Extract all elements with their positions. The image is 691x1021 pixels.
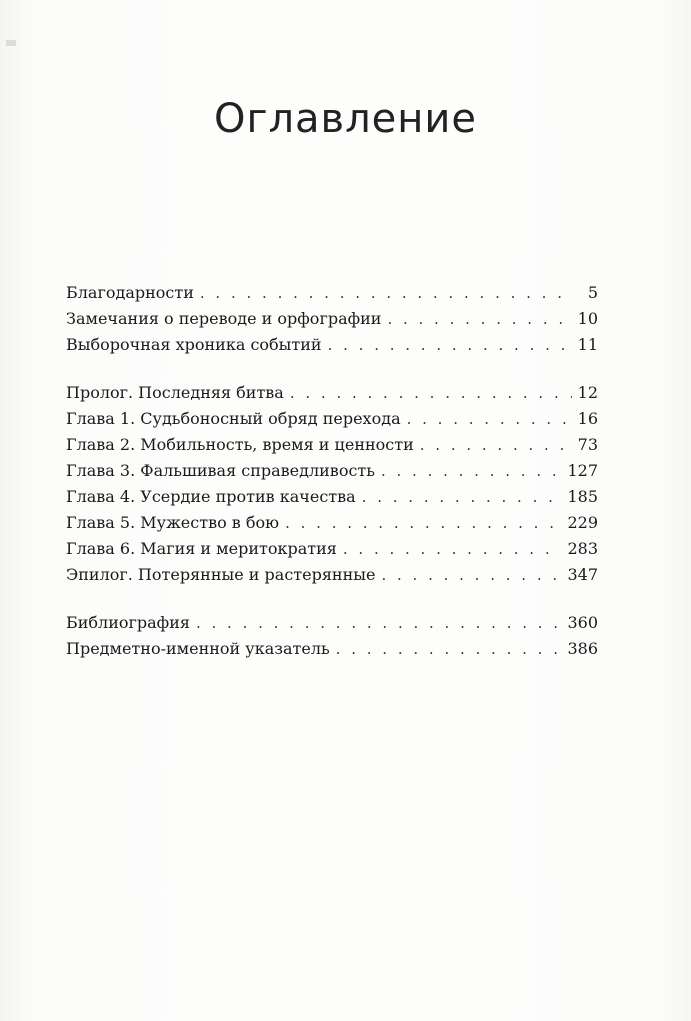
toc-entry-page: 347: [567, 565, 598, 584]
toc-entry-label: Выборочная хроника событий: [66, 335, 322, 354]
toc-entry-page: 5: [587, 283, 598, 302]
toc-entry-page: 11: [577, 335, 598, 354]
dot-leader: [336, 636, 562, 662]
toc-entry-label: Глава 2. Мобильность, время и ценности: [66, 435, 414, 454]
toc-entry[interactable]: [66, 406, 598, 432]
dot-leader: [285, 510, 561, 536]
toc-entry-page: 10: [577, 309, 598, 328]
toc-entry-label: Эпилог. Потерянные и растерянные: [66, 565, 376, 584]
dot-leader: [196, 610, 561, 636]
toc-entry-label: Глава 6. Магия и меритократия: [66, 539, 337, 558]
toc-entry-page: 283: [567, 539, 598, 558]
toc-entry[interactable]: [66, 510, 598, 536]
toc-entry-page: 73: [577, 435, 598, 454]
toc-entry-page: 185: [567, 487, 598, 506]
toc-entry-page: 16: [577, 409, 598, 428]
toc-entry[interactable]: [66, 332, 598, 358]
toc-entry-label: Глава 4. Усердие против качества: [66, 487, 356, 506]
toc-entry-label: Пролог. Последняя битва: [66, 383, 284, 402]
dot-leader: [387, 306, 571, 332]
toc-entry-page: 360: [567, 613, 598, 632]
toc-entry[interactable]: [66, 280, 598, 306]
table-of-contents: [66, 280, 598, 684]
dot-leader: [381, 458, 561, 484]
toc-entry-page: 12: [577, 383, 598, 402]
toc-entry[interactable]: [66, 458, 598, 484]
toc-entry-label: Библиография: [66, 613, 190, 632]
toc-entry[interactable]: [66, 636, 598, 662]
dot-leader: [362, 484, 562, 510]
toc-entry[interactable]: [66, 610, 598, 636]
toc-entry-label: Предметно-именной указатель: [66, 639, 330, 658]
dot-leader: [200, 280, 572, 306]
toc-entry[interactable]: [66, 536, 598, 562]
toc-entry[interactable]: [66, 380, 598, 406]
toc-entry-label: Замечания о переводе и орфографии: [66, 309, 382, 328]
toc-entry-label: Глава 5. Мужество в бою: [66, 513, 280, 532]
dot-leader: [381, 562, 561, 588]
toc-entry-label: Глава 1. Судьбоносный обряд перехода: [66, 409, 401, 428]
toc-entry[interactable]: [66, 432, 598, 458]
dot-leader: [420, 432, 572, 458]
dot-leader: [290, 380, 572, 406]
toc-entry-page: 229: [567, 513, 598, 532]
toc-entry-page: 127: [567, 461, 598, 480]
page-edge-mark: [6, 40, 16, 46]
toc-entry[interactable]: [66, 484, 598, 510]
toc-entry[interactable]: [66, 562, 598, 588]
dot-leader: [343, 536, 562, 562]
toc-group-back: [66, 610, 598, 662]
dot-leader: [328, 332, 572, 358]
toc-entry-label: Глава 3. Фальшивая справедливость: [66, 461, 375, 480]
toc-group-chapters: [66, 380, 598, 588]
toc-entry-page: 386: [567, 639, 598, 658]
dot-leader: [407, 406, 572, 432]
toc-group-front: [66, 280, 598, 358]
toc-entry-label: Благодарности: [66, 283, 194, 302]
toc-entry[interactable]: [66, 306, 598, 332]
page-title: Оглавление: [213, 96, 478, 142]
